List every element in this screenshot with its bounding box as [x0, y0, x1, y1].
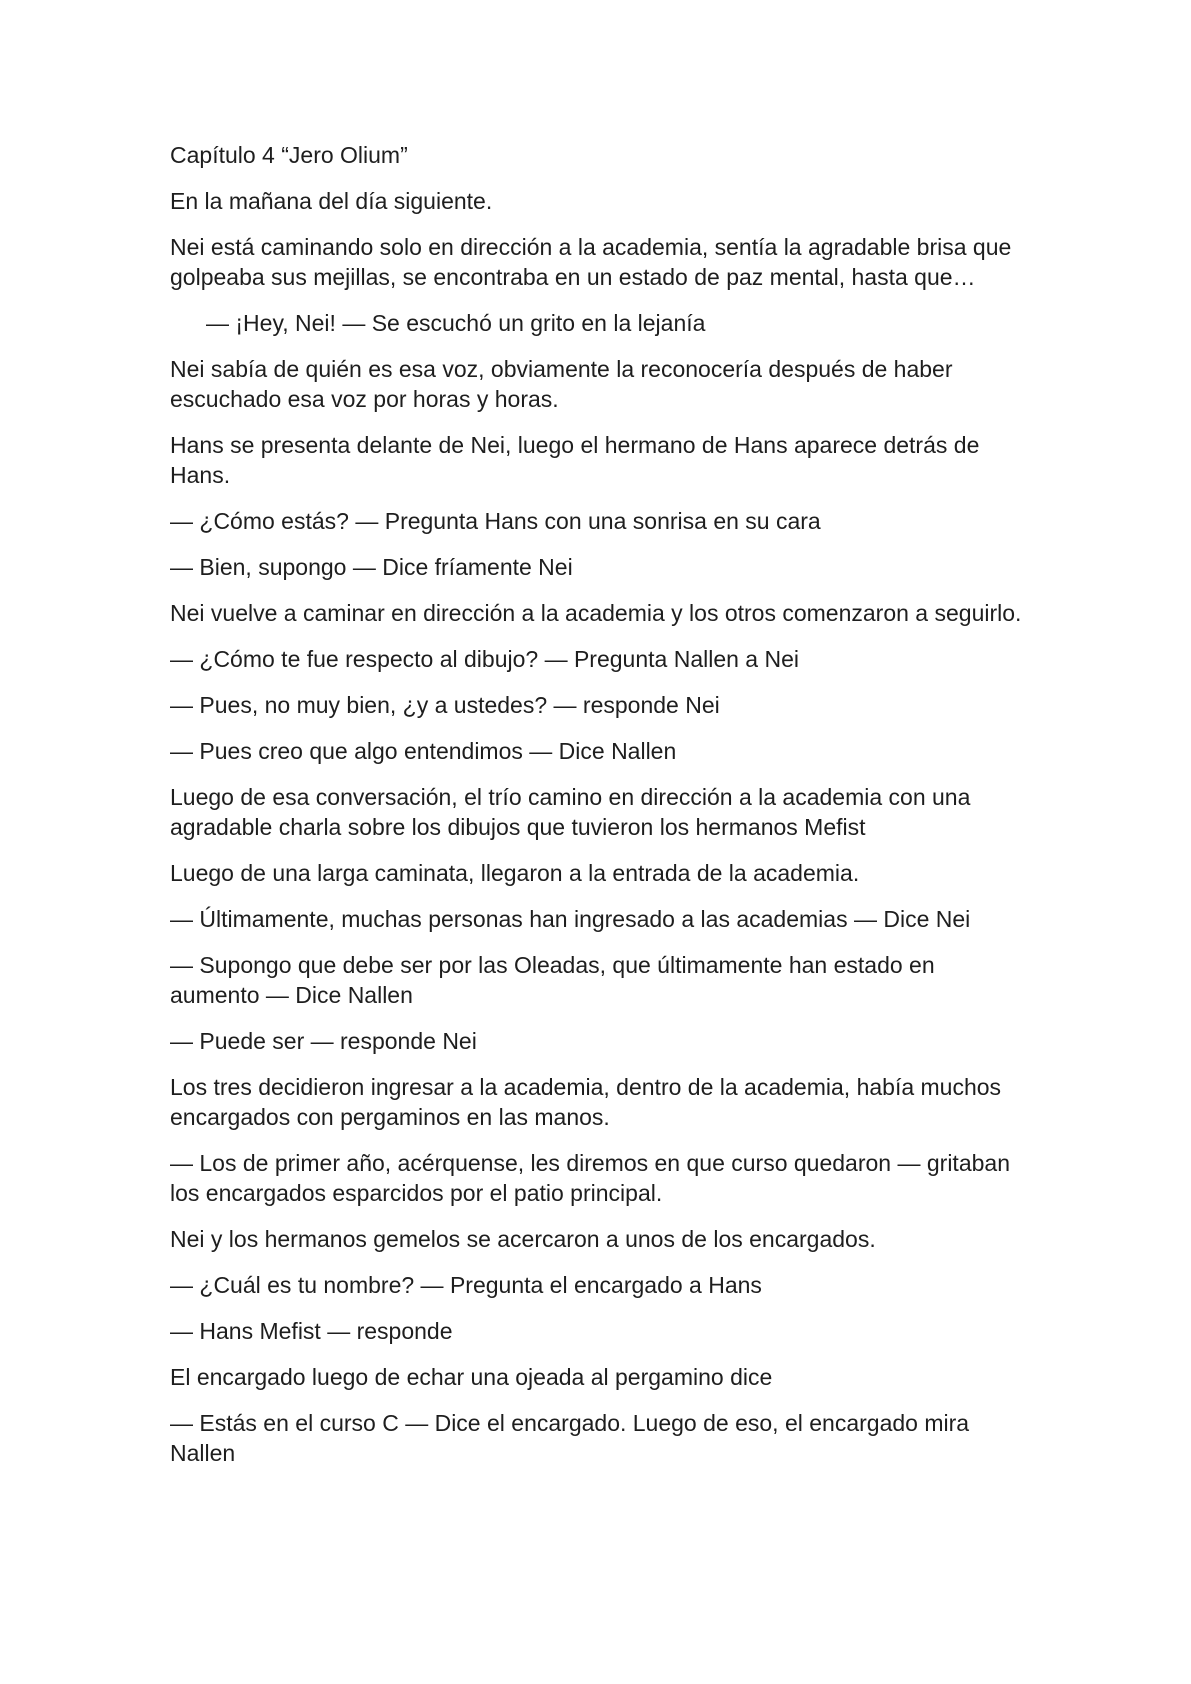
paragraph-18: — Los de primer año, acérquense, les diremos en que curso quedaron — gritaban los encargados esparcidos por el patio principal.	[170, 1150, 1010, 1206]
chapter-title: Capítulo 4 “Jero Olium”	[170, 142, 408, 168]
paragraph-1: En la mañana del día siguiente.	[170, 188, 493, 214]
paragraph-15: — Supongo que debe ser por las Oleadas, que últimamente han estado en aumento — Dice Nallen	[170, 952, 935, 1008]
paragraph-3: — ¡Hey, Nei! — Se escuchó un grito en la lejanía	[206, 310, 706, 336]
paragraph-23: — Estás en el curso C — Dice el encargado. Luego de eso, el encargado mira Nallen	[170, 1410, 970, 1466]
paragraph-10: — Pues, no muy bien, ¿y a ustedes? — responde Nei	[170, 692, 720, 718]
paragraph-4: Nei sabía de quién es esa voz, obviamente la reconocería después de haber escuchado esa voz por horas y horas.	[170, 356, 953, 412]
paragraph-9: — ¿Cómo te fue respecto al dibujo? — Pregunta Nallen a Nei	[170, 646, 799, 672]
paragraph-13: Luego de una larga caminata, llegaron a la entrada de la academia.	[170, 860, 860, 886]
paragraph-2: Nei está caminando solo en dirección a la academia, sentía la agradable brisa que golpeaba sus mejillas, se encontraba en un estado de paz mental, hasta que…	[170, 234, 1012, 290]
paragraph-16: — Puede ser — responde Nei	[170, 1028, 477, 1054]
paragraph-22: El encargado luego de echar una ojeada al pergamino dice	[170, 1364, 773, 1390]
paragraph-11: — Pues creo que algo entendimos — Dice Nallen	[170, 738, 677, 764]
paragraph-7: — Bien, supongo — Dice fríamente Nei	[170, 554, 573, 580]
paragraph-20: — ¿Cuál es tu nombre? — Pregunta el encargado a Hans	[170, 1272, 762, 1298]
paragraph-6: — ¿Cómo estás? — Pregunta Hans con una sonrisa en su cara	[170, 508, 821, 534]
document-page	[170, 140, 1030, 1484]
paragraph-17: Los tres decidieron ingresar a la academia, dentro de la academia, había muchos encargados con pergaminos en las manos.	[170, 1074, 1002, 1130]
paragraph-12: Luego de esa conversación, el trío camino en dirección a la academia con una agradable charla sobre los dibujos que tuvieron los hermanos Mefist	[170, 784, 971, 840]
paragraph-21: — Hans Mefist — responde	[170, 1318, 453, 1344]
paragraph-19: Nei y los hermanos gemelos se acercaron a unos de los encargados.	[170, 1226, 876, 1252]
paragraph-14: — Últimamente, muchas personas han ingresado a las academias — Dice Nei	[170, 906, 971, 932]
paragraph-5: Hans se presenta delante de Nei, luego el hermano de Hans aparece detrás de Hans.	[170, 432, 980, 488]
paragraph-8: Nei vuelve a caminar en dirección a la academia y los otros comenzaron a seguirlo.	[170, 600, 1022, 626]
